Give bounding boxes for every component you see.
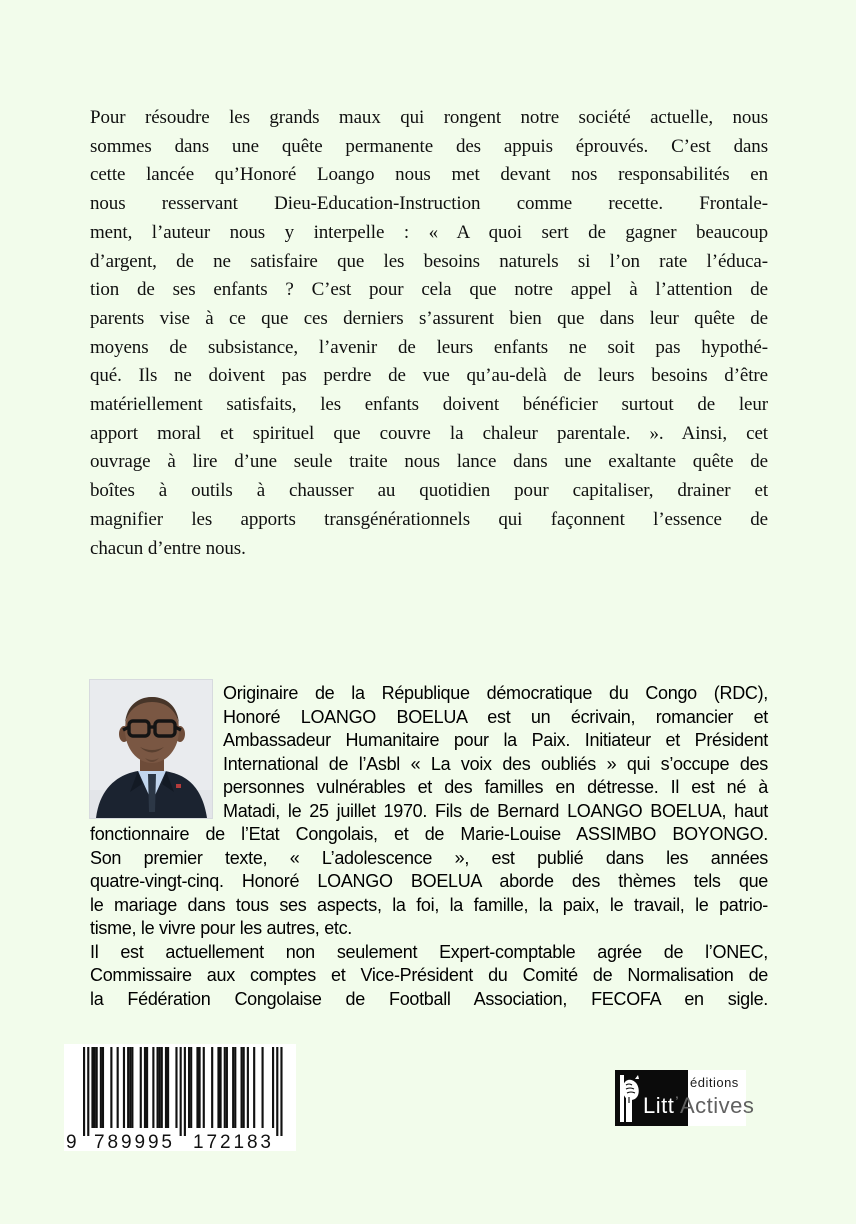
text-line: la Fédération Congolaise de Football Association, FECOFA en sigle. (90, 988, 768, 1009)
text-line: Son premier texte, « L’adolescence », est publié dans les années (90, 847, 768, 868)
publisher-editions-label: éditions (690, 1075, 739, 1090)
text-line: Originaire de la République démocratique du Congo (RDC), (223, 683, 768, 703)
text-line: quatre-vingt-cinq. Honoré LOANGO BOELUA aborde des thèmes tels que (90, 871, 768, 891)
text-line: tion de ses enfants ? C’est pour cela que notre appel à l’attention de (90, 279, 768, 301)
text-line: Il est actuellement non seulement Expert-comptable agrée de l’ONEC, (90, 941, 768, 962)
barcode-graphic (64, 1044, 296, 1151)
text-line: Honoré LOANGO BOELUA est un écrivain, romancier et (223, 706, 768, 727)
text-line: chacun d’entre nous. (90, 537, 246, 559)
author-photo (90, 680, 212, 818)
text-line: sommes dans une quête permanente des appuis éprouvés. C’est dans (90, 135, 768, 157)
text-line: nous resservant Dieu-Education-Instruction comme recette. Frontale- (90, 193, 768, 215)
wordmark-litt: Litt (643, 1093, 675, 1118)
author-portrait-illustration (90, 680, 212, 818)
wordmark-apostrophe: ’ (675, 1093, 679, 1109)
text-line: boîtes à outils à chausser au quotidien pour capitaliser, drainer et (90, 480, 768, 502)
text-line: matériellement satisfaits, les enfants doivent bénéficier surtout de leur (90, 394, 768, 416)
text-line: le mariage dans tous ses aspects, la foi, la famille, la paix, le travail, le patrio- (90, 894, 768, 915)
text-line: personnes vulnérables et des familles en détresse. Il est né à (223, 777, 768, 797)
text-line: magnifier les apports transgénérationnels qui façonnent l’essence de (90, 508, 768, 530)
text-line: ouvrage à lire d’une seule traite nous lance dans une exaltante quête de (90, 451, 768, 473)
text-line: International de l’Asbl « La voix des oubliés » qui s’occupe des (223, 753, 768, 774)
text-line: moyens de subsistance, l’avenir de leurs enfants ne soit pas hypothé- (90, 336, 768, 358)
text-line: Matadi, le 25 juillet 1970. Fils de Bernard LOANGO BOELUA, haut (223, 800, 768, 821)
text-line: tisme, le vivre pour les autres, etc. (90, 918, 353, 938)
text-line: cette lancée qu’Honoré Loango nous met devant nos responsabilités en (90, 164, 768, 186)
wordmark-actives: Actives (679, 1093, 755, 1118)
writing-hand-icon (617, 1073, 641, 1124)
text-line: Commissaire aux comptes et Vice-Président du Comité de Normalisation de (90, 965, 768, 985)
bio-paragraph (90, 682, 768, 1011)
barcode-group1-digits: 789995 (94, 1132, 172, 1151)
barcode-left-digit: 9 (66, 1132, 77, 1151)
littactives-wordmark (643, 1093, 754, 1119)
text-line: d’argent, de ne satisfaire que les besoins naturels si l’on rate l’éduca- (90, 250, 768, 272)
text-line: ment, l’auteur nous y interpelle : « A quoi sert de gagner beaucoup (90, 221, 768, 243)
publisher-logo (615, 1070, 755, 1126)
text-line: qué. Ils ne doivent pas perdre de vue qu’au-delà de leurs besoins d’être (90, 365, 768, 387)
text-line: parents vise à ce que ces derniers s’assurent bien que dans leur quête de (90, 307, 768, 329)
synopsis-paragraph (90, 104, 768, 563)
text-line: fonctionnaire de l’Etat Congolais, et de Marie-Louise ASSIMBO BOYONGO. (90, 824, 768, 844)
barcode-group2-digits: 172183 (193, 1132, 271, 1151)
text-line: Pour résoudre les grands maux qui rongent notre société actuelle, nous (90, 107, 768, 128)
text-line: Ambassadeur Humanitaire pour la Paix. Initiateur et Président (223, 730, 768, 750)
text-line: apport moral et spirituel que couvre la chaleur parentale. ». Ainsi, cet (90, 422, 768, 444)
isbn-barcode (64, 1044, 296, 1151)
